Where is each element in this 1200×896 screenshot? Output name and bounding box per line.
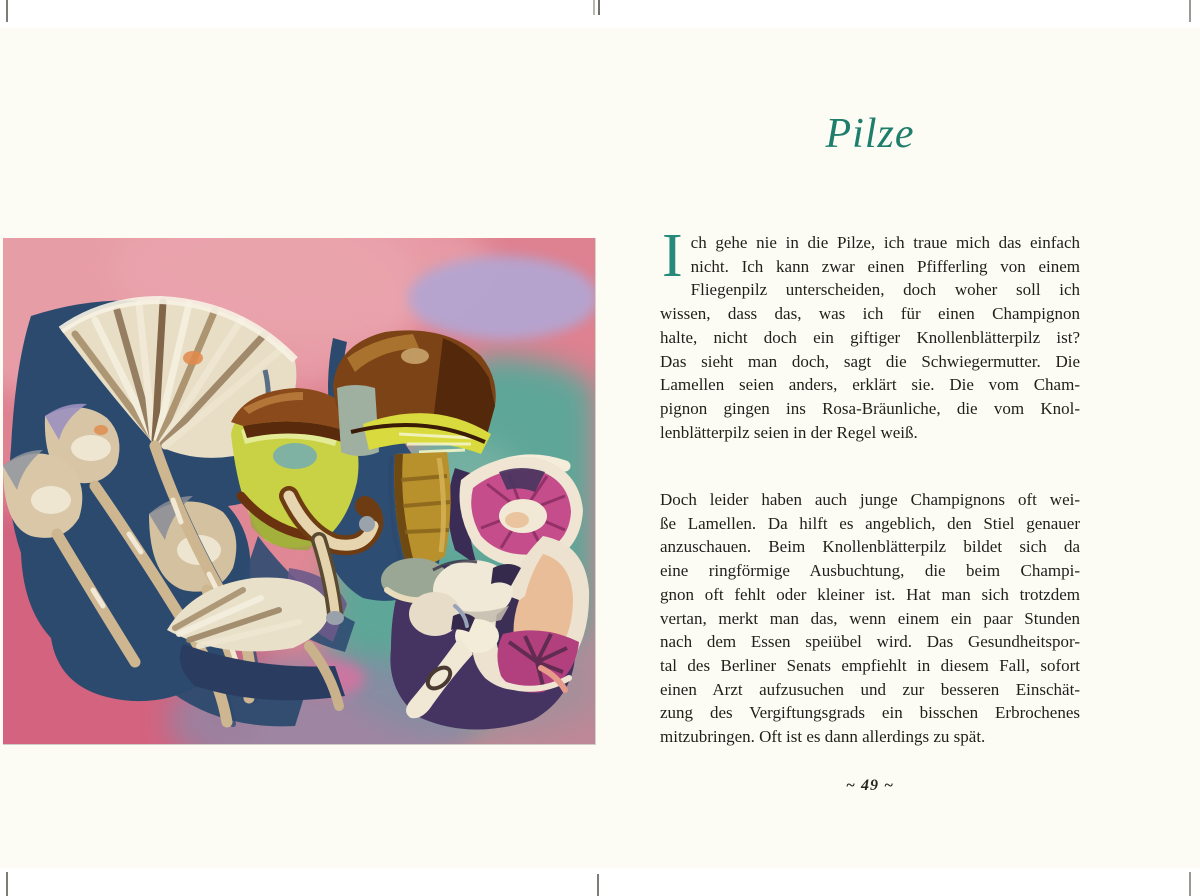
- text-line: anzuschauen. Beim Knollenblätterpilz bildet sich da: [660, 537, 1080, 557]
- text-line: lenblätterpilz seien in der Regel weiß.: [660, 422, 918, 442]
- text-line: mitzubringen. Oft ist es dann allerdings zu spät.: [660, 727, 986, 747]
- text-line: wissen, dass das, was ich für einen Champignon: [660, 304, 1080, 324]
- crop-mark-bottom-right: [1189, 872, 1191, 896]
- text-line: Das sieht man doch, sagt die Schwiegermutter. Die: [660, 351, 1080, 371]
- text-line: nach dem Essen speiübel wird. Das Gesundheitspor-: [660, 632, 1080, 652]
- crop-mark-bottom-left: [6, 872, 8, 896]
- text-line: ch gehe nie in die Pilze, ich traue mich das einfach: [690, 233, 1080, 252]
- right-page-text-column: [660, 0, 1080, 896]
- crop-mark-top-center-dark: [598, 0, 600, 15]
- text-line: Lamellen seien anders, erklärt sie. Die vom Cham-: [660, 375, 1080, 395]
- text-line: vertan, merkt man das, wenn einem ein paar Stunden: [660, 608, 1080, 628]
- paragraph-1-lines: [660, 222, 1080, 444]
- text-line: nicht. Ich kann zwar einen Pfifferling von einem: [690, 256, 1080, 276]
- crop-mark-top-right: [1189, 0, 1191, 22]
- text-line: halte, nicht doch ein giftiger Knollenblätterpilz ist?: [660, 327, 1080, 347]
- page-title: Pilze: [825, 111, 915, 157]
- page-number: ~ 49 ~: [845, 777, 895, 794]
- crop-mark-top-left: [6, 0, 8, 22]
- mushroom-painting-canvas: [3, 238, 595, 744]
- text-line: zung des Vergiftungsgrads ein bisschen Erbrochenes: [660, 703, 1080, 723]
- drop-cap: I: [662, 222, 683, 290]
- text-line: eine ringförmige Ausbuchtung, die beim Champi-: [660, 561, 1080, 581]
- paragraph-2: [660, 488, 1080, 749]
- text-line: pignon gingen ins Rosa-Bräunliche, die vom Knol-: [660, 398, 1080, 418]
- crop-mark-bottom-center: [597, 874, 599, 896]
- text-line: ße Lamellen. Da hilft es angeblich, den Stiel genauer: [660, 513, 1080, 533]
- text-line: einen Arzt aufzusuchen und zur besseren Einschät-: [660, 679, 1080, 699]
- text-line: Doch leider haben auch junge Champignons oft wei-: [660, 490, 1080, 509]
- paragraph-1: [660, 222, 1080, 444]
- crop-mark-top-center-light: [593, 0, 595, 15]
- text-line: gnon oft fehlt oder kleiner ist. Hat man sich trotzdem: [660, 584, 1080, 604]
- text-line: Fliegenpilz unterscheiden, doch woher soll ich: [690, 280, 1080, 300]
- text-line: tal des Berliner Senats empfiehlt in diesem Fall, sofort: [660, 655, 1080, 675]
- paragraph-2-lines: [660, 488, 1080, 749]
- mushroom-painting-image: [3, 238, 596, 745]
